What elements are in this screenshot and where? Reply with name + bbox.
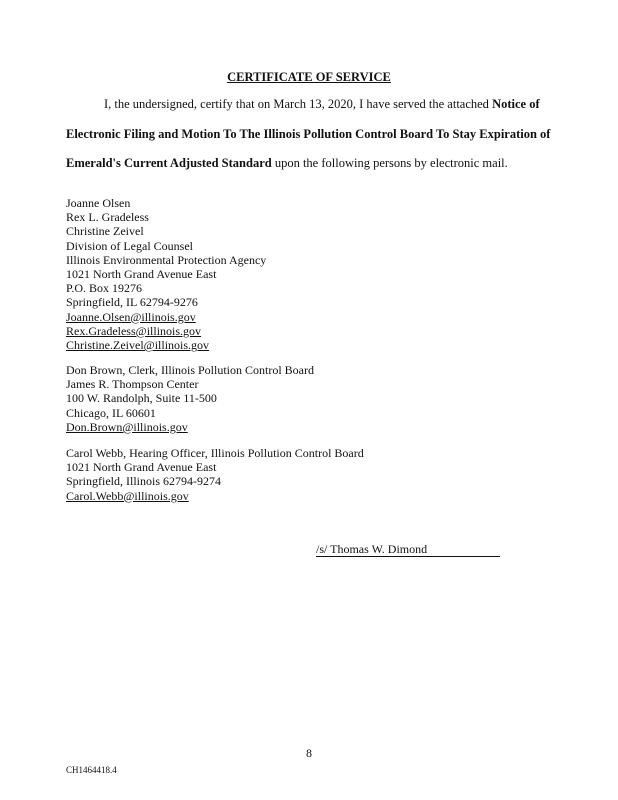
- address-line: P.O. Box 19276: [66, 281, 143, 296]
- intro-line-1-text: I, the undersigned, certify that on March 13, 2020, I have served the attached: [104, 97, 493, 111]
- address-line: Illinois Environmental Protection Agency: [66, 252, 267, 267]
- email-link-olsen[interactable]: Joanne.Olsen@illinois.gov: [66, 309, 196, 324]
- intro-line-1-bold: Notice of: [492, 97, 540, 111]
- intro-line-3: [66, 156, 566, 171]
- address-line: 1021 North Grand Avenue East: [66, 267, 217, 282]
- address-line: Chicago, IL 60601: [66, 405, 156, 420]
- address-line: Division of Legal Counsel: [66, 238, 193, 253]
- intro-line-3-bold: Emerald's Current Adjusted Standard: [66, 156, 272, 170]
- address-line: Don Brown, Clerk, Illinois Pollution Control Board: [66, 363, 314, 377]
- intro-line-2: Electronic Filing and Motion To The Illinois Pollution Control Board To Stay Expiration of: [66, 127, 551, 141]
- address-line: Joanne Olsen: [66, 196, 131, 210]
- address-line: 1021 North Grand Avenue East: [66, 460, 217, 475]
- recipient-block-hearing-officer: [66, 446, 446, 503]
- address-line: Carol Webb, Hearing Officer, Illinois Pollution Control Board: [66, 446, 364, 460]
- address-line: Rex L. Gradeless: [66, 210, 149, 225]
- address-line: Christine Zeivel: [66, 224, 144, 239]
- document-id: CH1464418.4: [66, 765, 117, 775]
- address-line: Springfield, Illinois 62794-9274: [66, 474, 221, 489]
- signature-line: [316, 542, 500, 557]
- recipient-block-clerk: [66, 363, 446, 434]
- email-link-webb[interactable]: Carol.Webb@illinois.gov: [66, 488, 189, 503]
- address-line: Springfield, IL 62794-9276: [66, 295, 198, 310]
- recipient-block-iepa: [66, 196, 446, 352]
- intro-line-3-text: upon the following persons by electronic mail.: [271, 156, 508, 170]
- address-line: James R. Thompson Center: [66, 377, 199, 392]
- email-link-gradeless[interactable]: Rex.Gradeless@illinois.gov: [66, 323, 202, 338]
- signature-text: /s/ Thomas W. Dimond: [316, 542, 428, 556]
- page-title: CERTIFICATE OF SERVICE: [227, 70, 391, 84]
- intro-line-1: [104, 97, 604, 112]
- address-line: 100 W. Randolph, Suite 11-500: [66, 391, 217, 406]
- page-number: 8: [306, 746, 312, 760]
- email-link-brown[interactable]: Don.Brown@illinois.gov: [66, 419, 188, 434]
- email-link-zeivel[interactable]: Christine.Zeivel@illinois.gov: [66, 338, 210, 353]
